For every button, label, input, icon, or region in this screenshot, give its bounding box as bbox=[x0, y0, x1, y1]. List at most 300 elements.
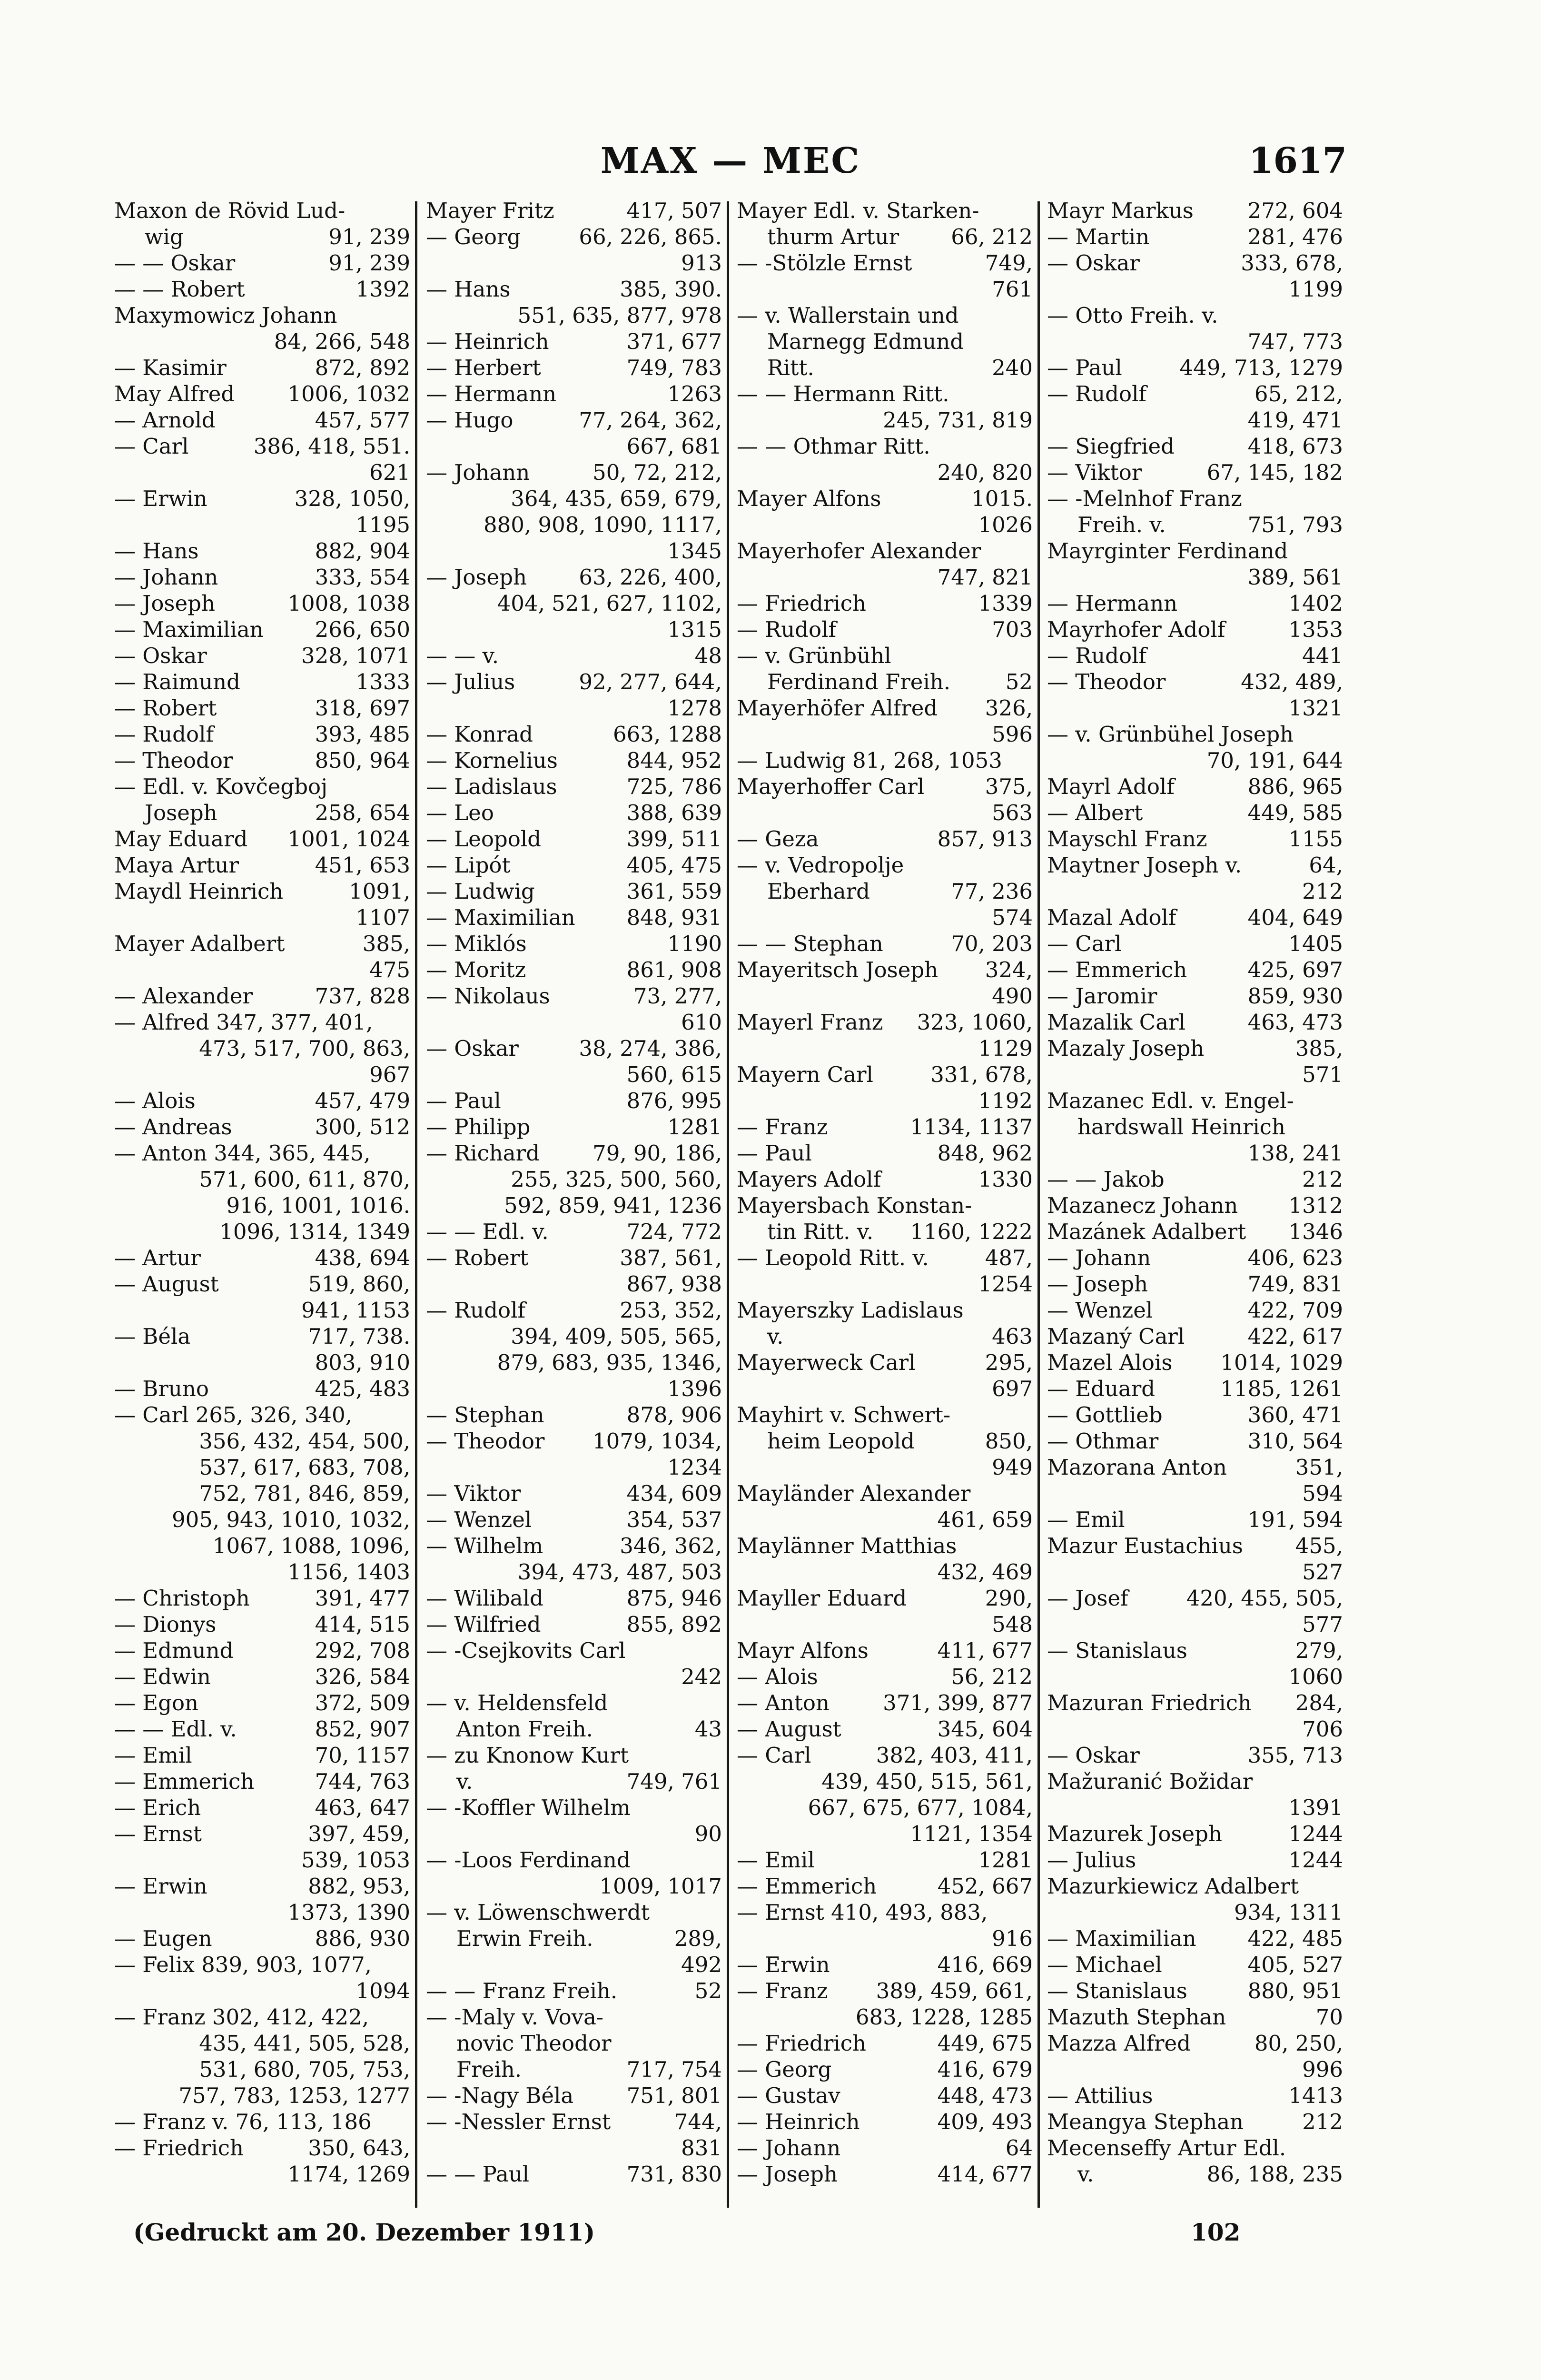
index-entry-line bbox=[737, 1821, 1033, 1847]
entry-page-refs: 859, 930 bbox=[1247, 983, 1343, 1009]
entry-page-refs: 138, 241 bbox=[1247, 1140, 1343, 1166]
index-entry-line bbox=[737, 616, 1033, 643]
entry-page-refs: 717, 738. bbox=[308, 1324, 410, 1349]
index-entry-line bbox=[737, 1219, 1033, 1245]
entry-name: — Anton bbox=[737, 1690, 830, 1716]
entry-page-refs: 272, 604 bbox=[1247, 198, 1343, 223]
entry-page-refs: 289, bbox=[674, 1926, 722, 1951]
entry-page-refs: 621 bbox=[369, 460, 410, 485]
column-divider-2 bbox=[727, 201, 729, 2208]
entry-page-refs: 414, 677 bbox=[937, 2162, 1033, 2187]
index-entry-line bbox=[426, 1376, 722, 1402]
entry-name: — Ludwig bbox=[426, 879, 535, 904]
index-entry-line bbox=[426, 957, 722, 983]
entry-page-refs: 1096, 1314, 1349 bbox=[219, 1219, 410, 1244]
index-entry-line bbox=[737, 774, 1033, 800]
index-entry-line bbox=[1047, 302, 1343, 328]
entry-name: — Edl. v. Kovčegboj bbox=[114, 774, 328, 799]
entry-name: Mayer Edl. v. Starken- bbox=[737, 198, 979, 223]
entry-page-refs: 240 bbox=[992, 355, 1033, 380]
index-entry-line bbox=[114, 669, 410, 695]
entry-name: — -Koffler Wilhelm bbox=[426, 1795, 631, 1820]
entry-name: Joseph bbox=[145, 800, 217, 825]
index-entry-line bbox=[114, 1245, 410, 1271]
index-entry-line bbox=[426, 721, 722, 747]
entry-name: — v. Löwenschwerdt bbox=[426, 1900, 650, 1925]
entry-page-refs: 452, 667 bbox=[937, 1874, 1033, 1899]
index-entry-line bbox=[426, 1664, 722, 1690]
entry-page-refs: 417, 507 bbox=[626, 198, 722, 223]
entry-page-refs: 457, 577 bbox=[315, 407, 410, 433]
entry-name: — Rudolf bbox=[114, 722, 214, 747]
print-date-note: (Gedruckt am 20. Dezember 1911) bbox=[133, 2218, 595, 2246]
index-entry-line bbox=[737, 1114, 1033, 1140]
entry-page-refs: 886, 965 bbox=[1247, 774, 1343, 799]
index-entry-line bbox=[114, 1166, 410, 1192]
index-entry-line bbox=[426, 564, 722, 590]
index-entry-line bbox=[1047, 1585, 1343, 1611]
index-entry-line bbox=[737, 983, 1033, 1009]
index-entry-line bbox=[1047, 590, 1343, 616]
entry-name: — -Loos Ferdinand bbox=[426, 1847, 631, 1873]
index-entry-line bbox=[114, 1978, 410, 2004]
index-entry-line bbox=[737, 2030, 1033, 2056]
index-entry-line bbox=[737, 695, 1033, 721]
entry-name: — Edmund bbox=[114, 1638, 234, 1663]
index-entry-line bbox=[1047, 1192, 1343, 1219]
index-entry-line bbox=[737, 1768, 1033, 1795]
entry-name: — Carl bbox=[114, 434, 189, 459]
entry-page-refs: 725, 786 bbox=[626, 774, 722, 799]
entry-page-refs: 77, 236 bbox=[951, 879, 1033, 904]
entry-name: — — Stephan bbox=[737, 931, 883, 956]
entry-name: — Ludwig 81, 268, 1053 bbox=[737, 748, 1002, 773]
index-entry-line bbox=[114, 1768, 410, 1795]
entry-name: — Friedrich bbox=[114, 2135, 244, 2161]
entry-name: Mazaný Carl bbox=[1047, 1324, 1185, 1349]
entry-name: — — Oskar bbox=[114, 250, 236, 276]
entry-name: — Maximilian bbox=[426, 905, 575, 930]
entry-page-refs: 537, 617, 683, 708, bbox=[199, 1455, 410, 1480]
entry-page-refs: 1006, 1032 bbox=[287, 381, 410, 407]
entry-page-refs: 539, 1053 bbox=[301, 1847, 410, 1873]
entry-page-refs: 463, 647 bbox=[315, 1795, 410, 1820]
index-entry-line bbox=[737, 2135, 1033, 2161]
index-entry-line bbox=[737, 826, 1033, 852]
entry-page-refs: 418, 673 bbox=[1247, 434, 1343, 459]
index-entry-line bbox=[426, 1847, 722, 1873]
entry-name: Mazorana Anton bbox=[1047, 1455, 1227, 1480]
entry-page-refs: 409, 493 bbox=[937, 2109, 1033, 2134]
entry-page-refs: 255, 325, 500, 560, bbox=[511, 1167, 722, 1192]
entry-name: Mayerhoffer Carl bbox=[737, 774, 925, 799]
entry-name: — Carl 265, 326, 340, bbox=[114, 1402, 352, 1428]
entry-page-refs: 405, 527 bbox=[1247, 1952, 1343, 1977]
index-entry-line bbox=[114, 774, 410, 800]
entry-name: Mayerweck Carl bbox=[737, 1350, 916, 1375]
index-entry-line bbox=[737, 1140, 1033, 1166]
entry-page-refs: 463 bbox=[992, 1324, 1033, 1349]
entry-page-refs: 91, 239 bbox=[328, 224, 410, 249]
entry-page-refs: 240, 820 bbox=[937, 460, 1033, 485]
entry-page-refs: 385, 390. bbox=[620, 277, 722, 302]
entry-page-refs: 422, 485 bbox=[1247, 1926, 1343, 1951]
index-entry-line bbox=[737, 2109, 1033, 2135]
index-entry-line bbox=[737, 1795, 1033, 1821]
entry-page-refs: 1345 bbox=[667, 538, 722, 564]
entry-name: Mayländer Alexander bbox=[737, 1481, 971, 1506]
entry-page-refs: 64 bbox=[1005, 2135, 1033, 2161]
entry-page-refs: 399, 511 bbox=[626, 826, 722, 852]
index-entry-line bbox=[426, 2082, 722, 2109]
entry-name: May Eduard bbox=[114, 826, 248, 852]
index-entry-line bbox=[737, 1637, 1033, 1664]
entry-page-refs: 949 bbox=[992, 1455, 1033, 1480]
entry-name: — Christoph bbox=[114, 1586, 250, 1611]
page-number: 1617 bbox=[1249, 140, 1347, 181]
index-entry-line bbox=[114, 381, 410, 407]
index-entry-line bbox=[737, 878, 1033, 904]
entry-page-refs: 560, 615 bbox=[626, 1062, 722, 1087]
index-entry-line bbox=[426, 1795, 722, 1821]
entry-page-refs: 852, 907 bbox=[315, 1716, 410, 1742]
index-entry-line bbox=[114, 1114, 410, 1140]
index-entry-line bbox=[737, 355, 1033, 381]
entry-name: Mayrginter Ferdinand bbox=[1047, 538, 1288, 564]
entry-page-refs: 857, 913 bbox=[937, 826, 1033, 852]
entry-page-refs: 886, 930 bbox=[315, 1926, 410, 1951]
entry-page-refs: 867, 938 bbox=[626, 1271, 722, 1297]
entry-page-refs: 571, 600, 611, 870, bbox=[199, 1167, 410, 1192]
entry-page-refs: 387, 561, bbox=[620, 1245, 722, 1270]
entry-name: — -Melnhof Franz bbox=[1047, 486, 1242, 511]
entry-page-refs: 449, 713, 1279 bbox=[1179, 355, 1343, 380]
index-entry-line bbox=[1047, 931, 1343, 957]
index-entry-line bbox=[114, 878, 410, 904]
entry-page-refs: 548 bbox=[992, 1612, 1033, 1637]
index-entry-line bbox=[114, 1402, 410, 1428]
entry-page-refs: 1091, bbox=[349, 879, 410, 904]
index-entry-line bbox=[114, 1690, 410, 1716]
index-entry-line bbox=[737, 538, 1033, 564]
index-entry-line bbox=[114, 643, 410, 669]
entry-page-refs: 310, 564 bbox=[1247, 1428, 1343, 1454]
index-entry-line bbox=[426, 1088, 722, 1114]
entry-page-refs: 876, 995 bbox=[626, 1088, 722, 1113]
entry-page-refs: 1333 bbox=[356, 669, 410, 694]
entry-name: — Alois bbox=[114, 1088, 196, 1113]
index-entry-line bbox=[114, 1873, 410, 1899]
entry-name: — Albert bbox=[1047, 800, 1143, 825]
entry-name: — Leopold Ritt. v. bbox=[737, 1245, 929, 1270]
index-entry-line bbox=[426, 512, 722, 538]
index-entry-line bbox=[1047, 1873, 1343, 1899]
index-entry-line bbox=[737, 1035, 1033, 1061]
entry-name: — Miklós bbox=[426, 931, 527, 956]
index-entry-line bbox=[114, 2109, 410, 2135]
entry-page-refs: 419, 471 bbox=[1247, 407, 1343, 433]
entry-name: — Emmerich bbox=[737, 1874, 877, 1899]
entry-page-refs: 92, 277, 644, bbox=[579, 669, 722, 694]
entry-name: v. bbox=[456, 1769, 473, 1794]
entry-name: Mayern Carl bbox=[737, 1062, 873, 1087]
index-entry-line bbox=[737, 1088, 1033, 1114]
entry-page-refs: 875, 946 bbox=[626, 1586, 722, 1611]
entry-name: Mazuth Stephan bbox=[1047, 2004, 1226, 2030]
index-entry-line bbox=[426, 2135, 722, 2161]
entry-page-refs: 855, 892 bbox=[626, 1612, 722, 1637]
entry-page-refs: 43 bbox=[694, 1716, 722, 1742]
index-entry-line bbox=[114, 459, 410, 486]
index-entry-line bbox=[1047, 826, 1343, 852]
entry-page-refs: 300, 512 bbox=[315, 1114, 410, 1140]
index-entry-line bbox=[737, 1664, 1033, 1690]
entry-name: Mayerszky Ladislaus bbox=[737, 1298, 964, 1323]
index-entry-line bbox=[737, 302, 1033, 328]
entry-page-refs: 663, 1288 bbox=[612, 722, 722, 747]
entry-page-refs: 475 bbox=[369, 957, 410, 982]
column-divider-1 bbox=[415, 201, 417, 2208]
index-entry-line bbox=[737, 1454, 1033, 1480]
entry-page-refs: 749, 783 bbox=[626, 355, 722, 380]
entry-name: thurm Artur bbox=[767, 224, 899, 249]
entry-page-refs: 1413 bbox=[1288, 2083, 1343, 2108]
entry-name: — Anton 344, 365, 445, bbox=[114, 1140, 371, 1166]
index-entry-line bbox=[114, 276, 410, 302]
entry-name: — Johann bbox=[737, 2135, 841, 2161]
index-entry-line bbox=[1047, 643, 1343, 669]
entry-page-refs: 438, 694 bbox=[315, 1245, 410, 1270]
index-entry-line bbox=[114, 564, 410, 590]
index-entry-line bbox=[737, 1533, 1033, 1559]
entry-page-refs: 212 bbox=[1302, 2109, 1343, 2134]
index-entry-line bbox=[737, 1873, 1033, 1899]
entry-page-refs: 48 bbox=[694, 643, 722, 668]
entry-name: — Emil bbox=[1047, 1507, 1125, 1532]
index-entry-line bbox=[114, 2082, 410, 2109]
index-entry-line bbox=[1047, 1402, 1343, 1428]
entry-page-refs: 56, 212 bbox=[951, 1664, 1033, 1689]
entry-page-refs: 596 bbox=[992, 722, 1033, 747]
entry-name: — Theodor bbox=[114, 748, 233, 773]
entry-name: — Michael bbox=[1047, 1952, 1162, 1977]
entry-page-refs: 422, 617 bbox=[1247, 1324, 1343, 1349]
index-entry-line bbox=[114, 2004, 410, 2030]
entry-page-refs: 385, bbox=[362, 931, 410, 956]
entry-page-refs: 455, bbox=[1295, 1533, 1343, 1558]
entry-name: — Arnold bbox=[114, 407, 216, 433]
entry-page-refs: 212 bbox=[1302, 879, 1343, 904]
index-entry-line bbox=[737, 276, 1033, 302]
entry-name: — -Maly v. Vova- bbox=[426, 2004, 604, 2030]
entry-page-refs: 574 bbox=[992, 905, 1033, 930]
index-entry-line bbox=[1047, 1219, 1343, 1245]
index-entry-line bbox=[426, 1480, 722, 1507]
entry-name: Mazánek Adalbert bbox=[1047, 1219, 1246, 1244]
entry-page-refs: 744, 763 bbox=[315, 1769, 410, 1794]
index-entry-line bbox=[1047, 2135, 1343, 2161]
entry-page-refs: 351, bbox=[1295, 1455, 1343, 1480]
index-entry-line bbox=[426, 328, 722, 355]
entry-page-refs: 253, 352, bbox=[620, 1298, 722, 1323]
index-entry-line bbox=[426, 1192, 722, 1219]
entry-name: — Friedrich bbox=[737, 591, 866, 616]
entry-name: wig bbox=[145, 224, 184, 249]
index-entry-line bbox=[426, 747, 722, 774]
index-entry-line bbox=[426, 800, 722, 826]
entry-name: — Georg bbox=[426, 224, 521, 249]
entry-name: v. bbox=[1077, 2162, 1094, 2187]
entry-page-refs: 752, 781, 846, 859, bbox=[199, 1481, 410, 1506]
index-entry-line bbox=[426, 302, 722, 328]
entry-name: — Johann bbox=[1047, 1245, 1151, 1270]
index-entry-line bbox=[426, 616, 722, 643]
entry-page-refs: 385, bbox=[1295, 1036, 1343, 1061]
index-entry-line bbox=[114, 1533, 410, 1559]
entry-page-refs: 324, bbox=[985, 957, 1033, 982]
entry-name: Mazel Alois bbox=[1047, 1350, 1173, 1375]
entry-name: Mayschl Franz bbox=[1047, 826, 1207, 852]
entry-page-refs: 279, bbox=[1295, 1638, 1343, 1663]
entry-page-refs: 63, 226, 400, bbox=[579, 565, 722, 590]
index-entry-line bbox=[1047, 1454, 1343, 1480]
entry-name: — — Edl. v. bbox=[426, 1219, 549, 1244]
index-entry-line bbox=[426, 1978, 722, 2004]
index-entry-line bbox=[114, 250, 410, 276]
entry-name: Freih. v. bbox=[1077, 512, 1166, 537]
entry-page-refs: 328, 1050, bbox=[294, 486, 410, 511]
index-entry-line bbox=[737, 1925, 1033, 1952]
entry-page-refs: 916 bbox=[992, 1926, 1033, 1951]
index-entry-line bbox=[114, 328, 410, 355]
entry-name: — -Nagy Béla bbox=[426, 2083, 574, 2108]
entry-page-refs: 457, 479 bbox=[315, 1088, 410, 1113]
entry-name: — Stanislaus bbox=[1047, 1638, 1187, 1663]
entry-page-refs: 861, 908 bbox=[626, 957, 722, 982]
index-entry-line bbox=[1047, 1559, 1343, 1585]
entry-name: — Andreas bbox=[114, 1114, 232, 1140]
index-entry-line bbox=[426, 1323, 722, 1349]
entry-page-refs: 355, 713 bbox=[1247, 1743, 1343, 1768]
entry-page-refs: 724, 772 bbox=[626, 1219, 722, 1244]
entry-page-refs: 916, 1001, 1016. bbox=[226, 1193, 410, 1218]
entry-name: novic Theodor bbox=[456, 2031, 612, 2056]
index-entry-line bbox=[1047, 1795, 1343, 1821]
index-entry-line bbox=[114, 1742, 410, 1768]
index-entry-line bbox=[1047, 1323, 1343, 1349]
entry-name: — Oskar bbox=[1047, 1743, 1140, 1768]
entry-name: — Stephan bbox=[426, 1402, 544, 1428]
index-entry-line bbox=[737, 512, 1033, 538]
entry-page-refs: 1263 bbox=[667, 381, 722, 407]
entry-page-refs: 1174, 1269 bbox=[287, 2162, 410, 2187]
index-entry-line bbox=[426, 669, 722, 695]
index-entry-line bbox=[426, 538, 722, 564]
index-entry-line bbox=[1047, 224, 1343, 250]
entry-name: v. bbox=[767, 1324, 784, 1349]
entry-page-refs: 1278 bbox=[667, 695, 722, 721]
entry-name: — Artur bbox=[114, 1245, 201, 1270]
entry-name: — Theodor bbox=[426, 1428, 545, 1454]
entry-name: — -Csejkovits Carl bbox=[426, 1638, 626, 1663]
entry-name: Mazur Eustachius bbox=[1047, 1533, 1243, 1558]
index-entry-line bbox=[737, 1952, 1033, 1978]
entry-page-refs: 290, bbox=[985, 1586, 1033, 1611]
index-entry-line bbox=[1047, 1297, 1343, 1323]
entry-name: — Eduard bbox=[1047, 1376, 1156, 1401]
entry-page-refs: 880, 908, 1090, 1117, bbox=[484, 512, 722, 537]
index-entry-line bbox=[1047, 1716, 1343, 1742]
index-entry-line bbox=[1047, 459, 1343, 486]
index-entry-line bbox=[426, 878, 722, 904]
running-title: MAX — MEC bbox=[600, 140, 861, 181]
index-entry-line bbox=[426, 1952, 722, 1978]
entry-name: — Nikolaus bbox=[426, 983, 550, 1009]
entry-page-refs: 382, 403, 411, bbox=[876, 1743, 1033, 1768]
entry-name: — Ernst bbox=[114, 1821, 202, 1846]
index-entry-line bbox=[114, 1297, 410, 1323]
entry-name: — Franz bbox=[737, 1978, 828, 2003]
entry-name: Mayr Markus bbox=[1047, 198, 1194, 223]
entry-page-refs: 242 bbox=[681, 1664, 722, 1689]
index-entry-line bbox=[114, 2161, 410, 2187]
entry-page-refs: 880, 951 bbox=[1247, 1978, 1343, 2003]
index-entry-line bbox=[114, 1847, 410, 1873]
entry-page-refs: 245, 731, 819 bbox=[883, 407, 1033, 433]
index-entry-line bbox=[426, 1454, 722, 1480]
entry-page-refs: 461, 659 bbox=[937, 1507, 1033, 1532]
entry-page-refs: 449, 585 bbox=[1247, 800, 1343, 825]
entry-page-refs: 848, 931 bbox=[626, 905, 722, 930]
index-entry-line bbox=[426, 931, 722, 957]
index-entry-line bbox=[737, 904, 1033, 931]
entry-page-refs: 751, 793 bbox=[1247, 512, 1343, 537]
entry-page-refs: 803, 910 bbox=[315, 1350, 410, 1375]
entry-name: Mazanecz Johann bbox=[1047, 1193, 1238, 1218]
index-entry-line bbox=[1047, 2161, 1343, 2187]
entry-name: — Oskar bbox=[114, 643, 207, 668]
index-entry-line bbox=[114, 1795, 410, 1821]
index-entry-line bbox=[114, 616, 410, 643]
index-entry-line bbox=[426, 643, 722, 669]
entry-page-refs: 761 bbox=[992, 277, 1033, 302]
entry-name: heim Leopold bbox=[767, 1428, 915, 1454]
entry-page-refs: 284, bbox=[1295, 1690, 1343, 1716]
entry-page-refs: 1321 bbox=[1288, 695, 1343, 721]
entry-name: — Joseph bbox=[114, 591, 215, 616]
index-entry-line bbox=[114, 800, 410, 826]
entry-page-refs: 751, 801 bbox=[626, 2083, 722, 2108]
index-entry-line bbox=[737, 1847, 1033, 1873]
index-entry-line bbox=[114, 1009, 410, 1035]
entry-page-refs: 1195 bbox=[356, 512, 410, 537]
entry-page-refs: 77, 264, 362, bbox=[579, 407, 722, 433]
index-entry-line bbox=[426, 1507, 722, 1533]
index-entry-line bbox=[1047, 1847, 1343, 1873]
entry-name: — Rudolf bbox=[737, 617, 837, 642]
index-entry-line bbox=[114, 1480, 410, 1507]
index-entry-line bbox=[114, 538, 410, 564]
index-entry-line bbox=[737, 1690, 1033, 1716]
entry-name: — Emmerich bbox=[1047, 957, 1187, 982]
index-entry-line bbox=[1047, 1507, 1343, 1533]
index-entry-line bbox=[1047, 381, 1343, 407]
entry-page-refs: 432, 469 bbox=[937, 1559, 1033, 1585]
entry-name: — Joseph bbox=[426, 565, 527, 590]
entry-name: — Moritz bbox=[426, 957, 526, 982]
entry-name: Mazalik Carl bbox=[1047, 1010, 1185, 1035]
entry-page-refs: 38, 274, 386, bbox=[579, 1036, 722, 1061]
